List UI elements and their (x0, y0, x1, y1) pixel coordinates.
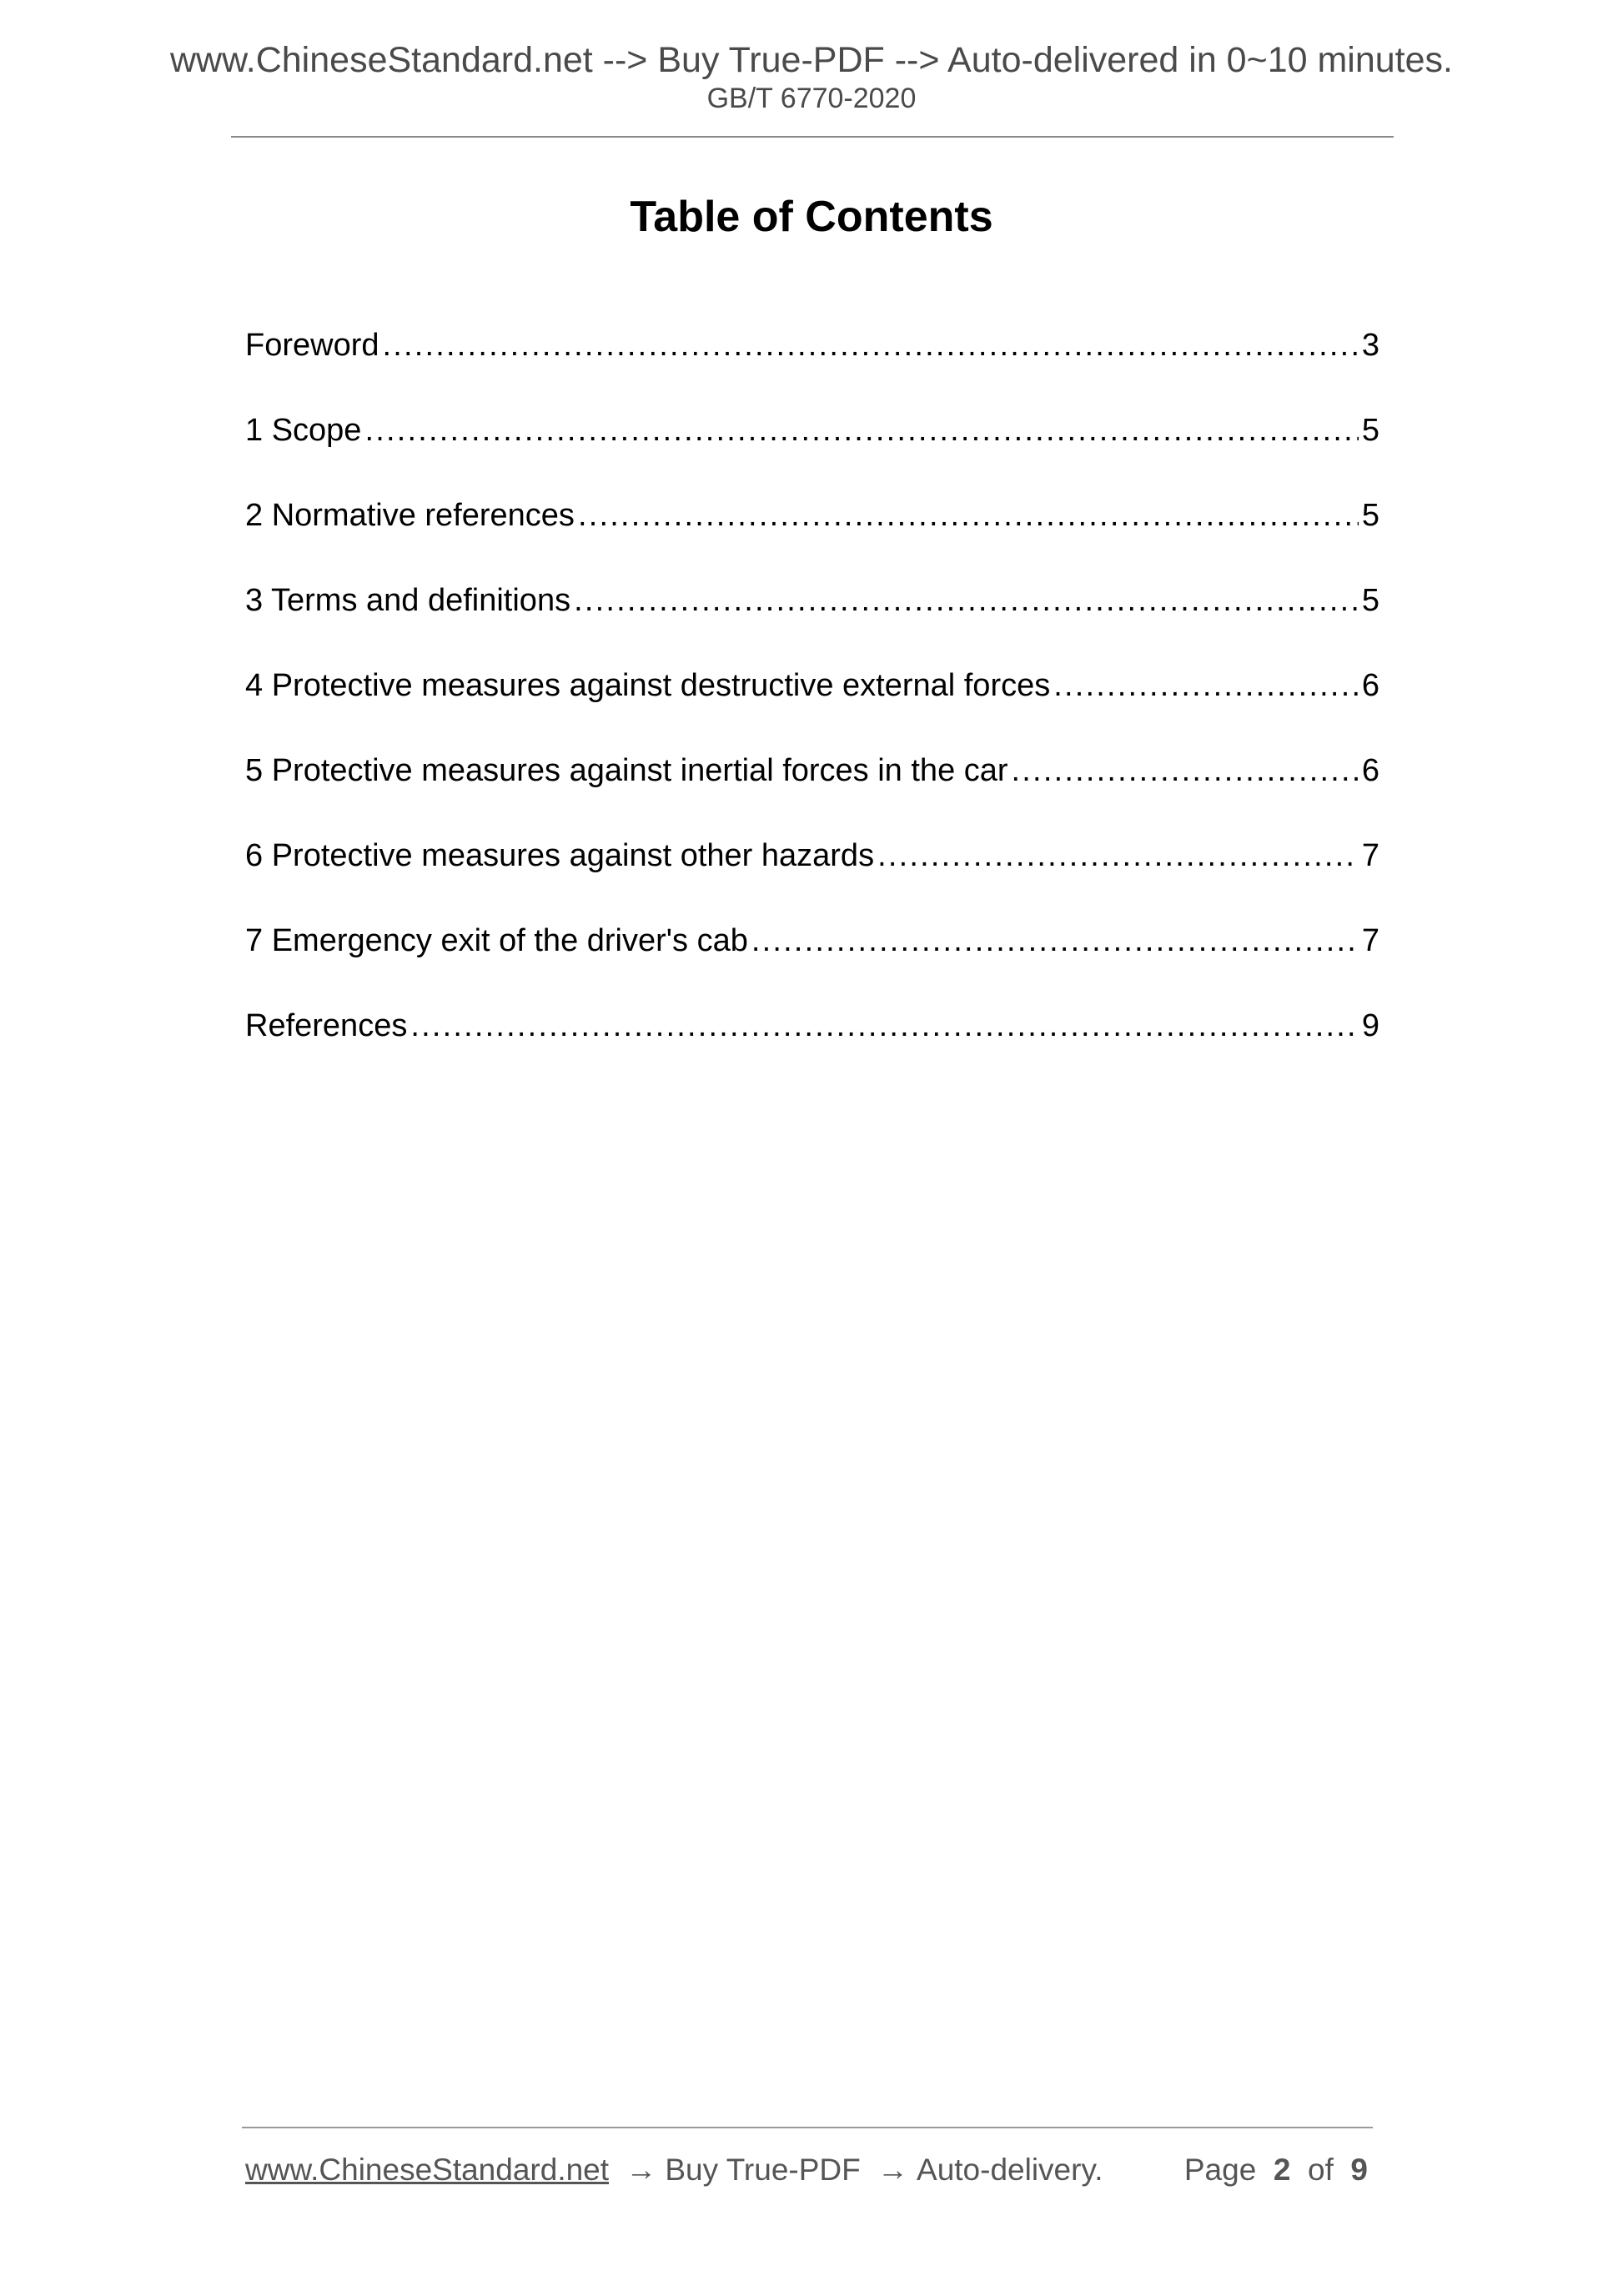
header-divider (231, 136, 1394, 138)
page-indicator (1184, 2147, 1368, 2193)
toc-entry-page: 7 (1361, 838, 1379, 873)
current-page-number: 2 (1273, 2153, 1291, 2187)
toc-entry-references[interactable] (245, 1002, 1379, 1088)
dot-leader (364, 407, 1358, 454)
dot-leader (877, 832, 1359, 879)
toc-entry-label: 2 Normative references (245, 498, 575, 533)
toc-entry-page: 3 (1361, 328, 1379, 363)
toc-entry-label: 5 Protective measures against inertial forces in the car (245, 753, 1008, 788)
toc-entry-page: 5 (1361, 413, 1379, 448)
toc-entry-page: 9 (1361, 1008, 1379, 1043)
dot-leader (578, 492, 1359, 539)
dot-leader (1012, 747, 1359, 794)
toc-entry-label: 7 Emergency exit of the driver's cab (245, 923, 748, 958)
page-title: Table of Contents (630, 193, 993, 241)
document-code: GB/T 6770-2020 (706, 83, 917, 114)
footer-promo (245, 2147, 1103, 2193)
toc-entry-emergency-exit[interactable] (245, 917, 1379, 1002)
page-word: Page (1183, 2153, 1257, 2187)
toc-entry-page: 5 (1361, 498, 1379, 533)
toc-entry-label: 1 Scope (245, 413, 362, 448)
toc-entry-label: 3 Terms and definitions (245, 583, 571, 618)
toc-entry-normative-references[interactable] (245, 492, 1379, 577)
footer-buy-text: Buy True-PDF (665, 2153, 861, 2187)
footer-site-link[interactable]: www.ChineseStandard.net (245, 2153, 610, 2187)
page-footer (245, 2147, 1374, 2193)
toc-entry-foreword[interactable] (245, 322, 1379, 407)
toc-entry-destructive-external-forces[interactable] (245, 662, 1379, 747)
arrow-right-icon: → (877, 2153, 909, 2187)
toc-entry-page: 7 (1361, 923, 1379, 958)
toc-entry-scope[interactable] (245, 407, 1379, 492)
toc-entry-page: 6 (1361, 668, 1379, 703)
toc-entry-other-hazards[interactable] (245, 832, 1379, 917)
dot-leader (574, 577, 1359, 624)
table-of-contents (245, 322, 1379, 1088)
toc-entry-label: 6 Protective measures against other hazards (245, 838, 875, 873)
dot-leader (1053, 662, 1359, 709)
dot-leader (383, 322, 1359, 369)
toc-entry-page: 6 (1361, 753, 1379, 788)
header-banner: www.ChineseStandard.net --> Buy True-PDF --> Auto-delivered in 0~10 minutes. (169, 40, 1453, 80)
footer-delivery-text: Auto-delivery. (917, 2153, 1103, 2187)
toc-entry-label: Foreword (245, 328, 379, 363)
footer-divider (242, 2127, 1373, 2128)
toc-entry-terms-and-definitions[interactable] (245, 577, 1379, 662)
dot-leader (410, 1002, 1359, 1049)
toc-entry-page: 5 (1361, 583, 1379, 618)
dot-leader (751, 917, 1359, 964)
of-word: of (1308, 2153, 1334, 2187)
toc-entry-inertial-forces[interactable] (245, 747, 1379, 832)
arrow-right-icon: → (626, 2153, 657, 2187)
toc-entry-label: 4 Protective measures against destructive external forces (245, 668, 1051, 703)
total-page-count: 9 (1350, 2153, 1368, 2187)
toc-entry-label: References (245, 1008, 408, 1043)
